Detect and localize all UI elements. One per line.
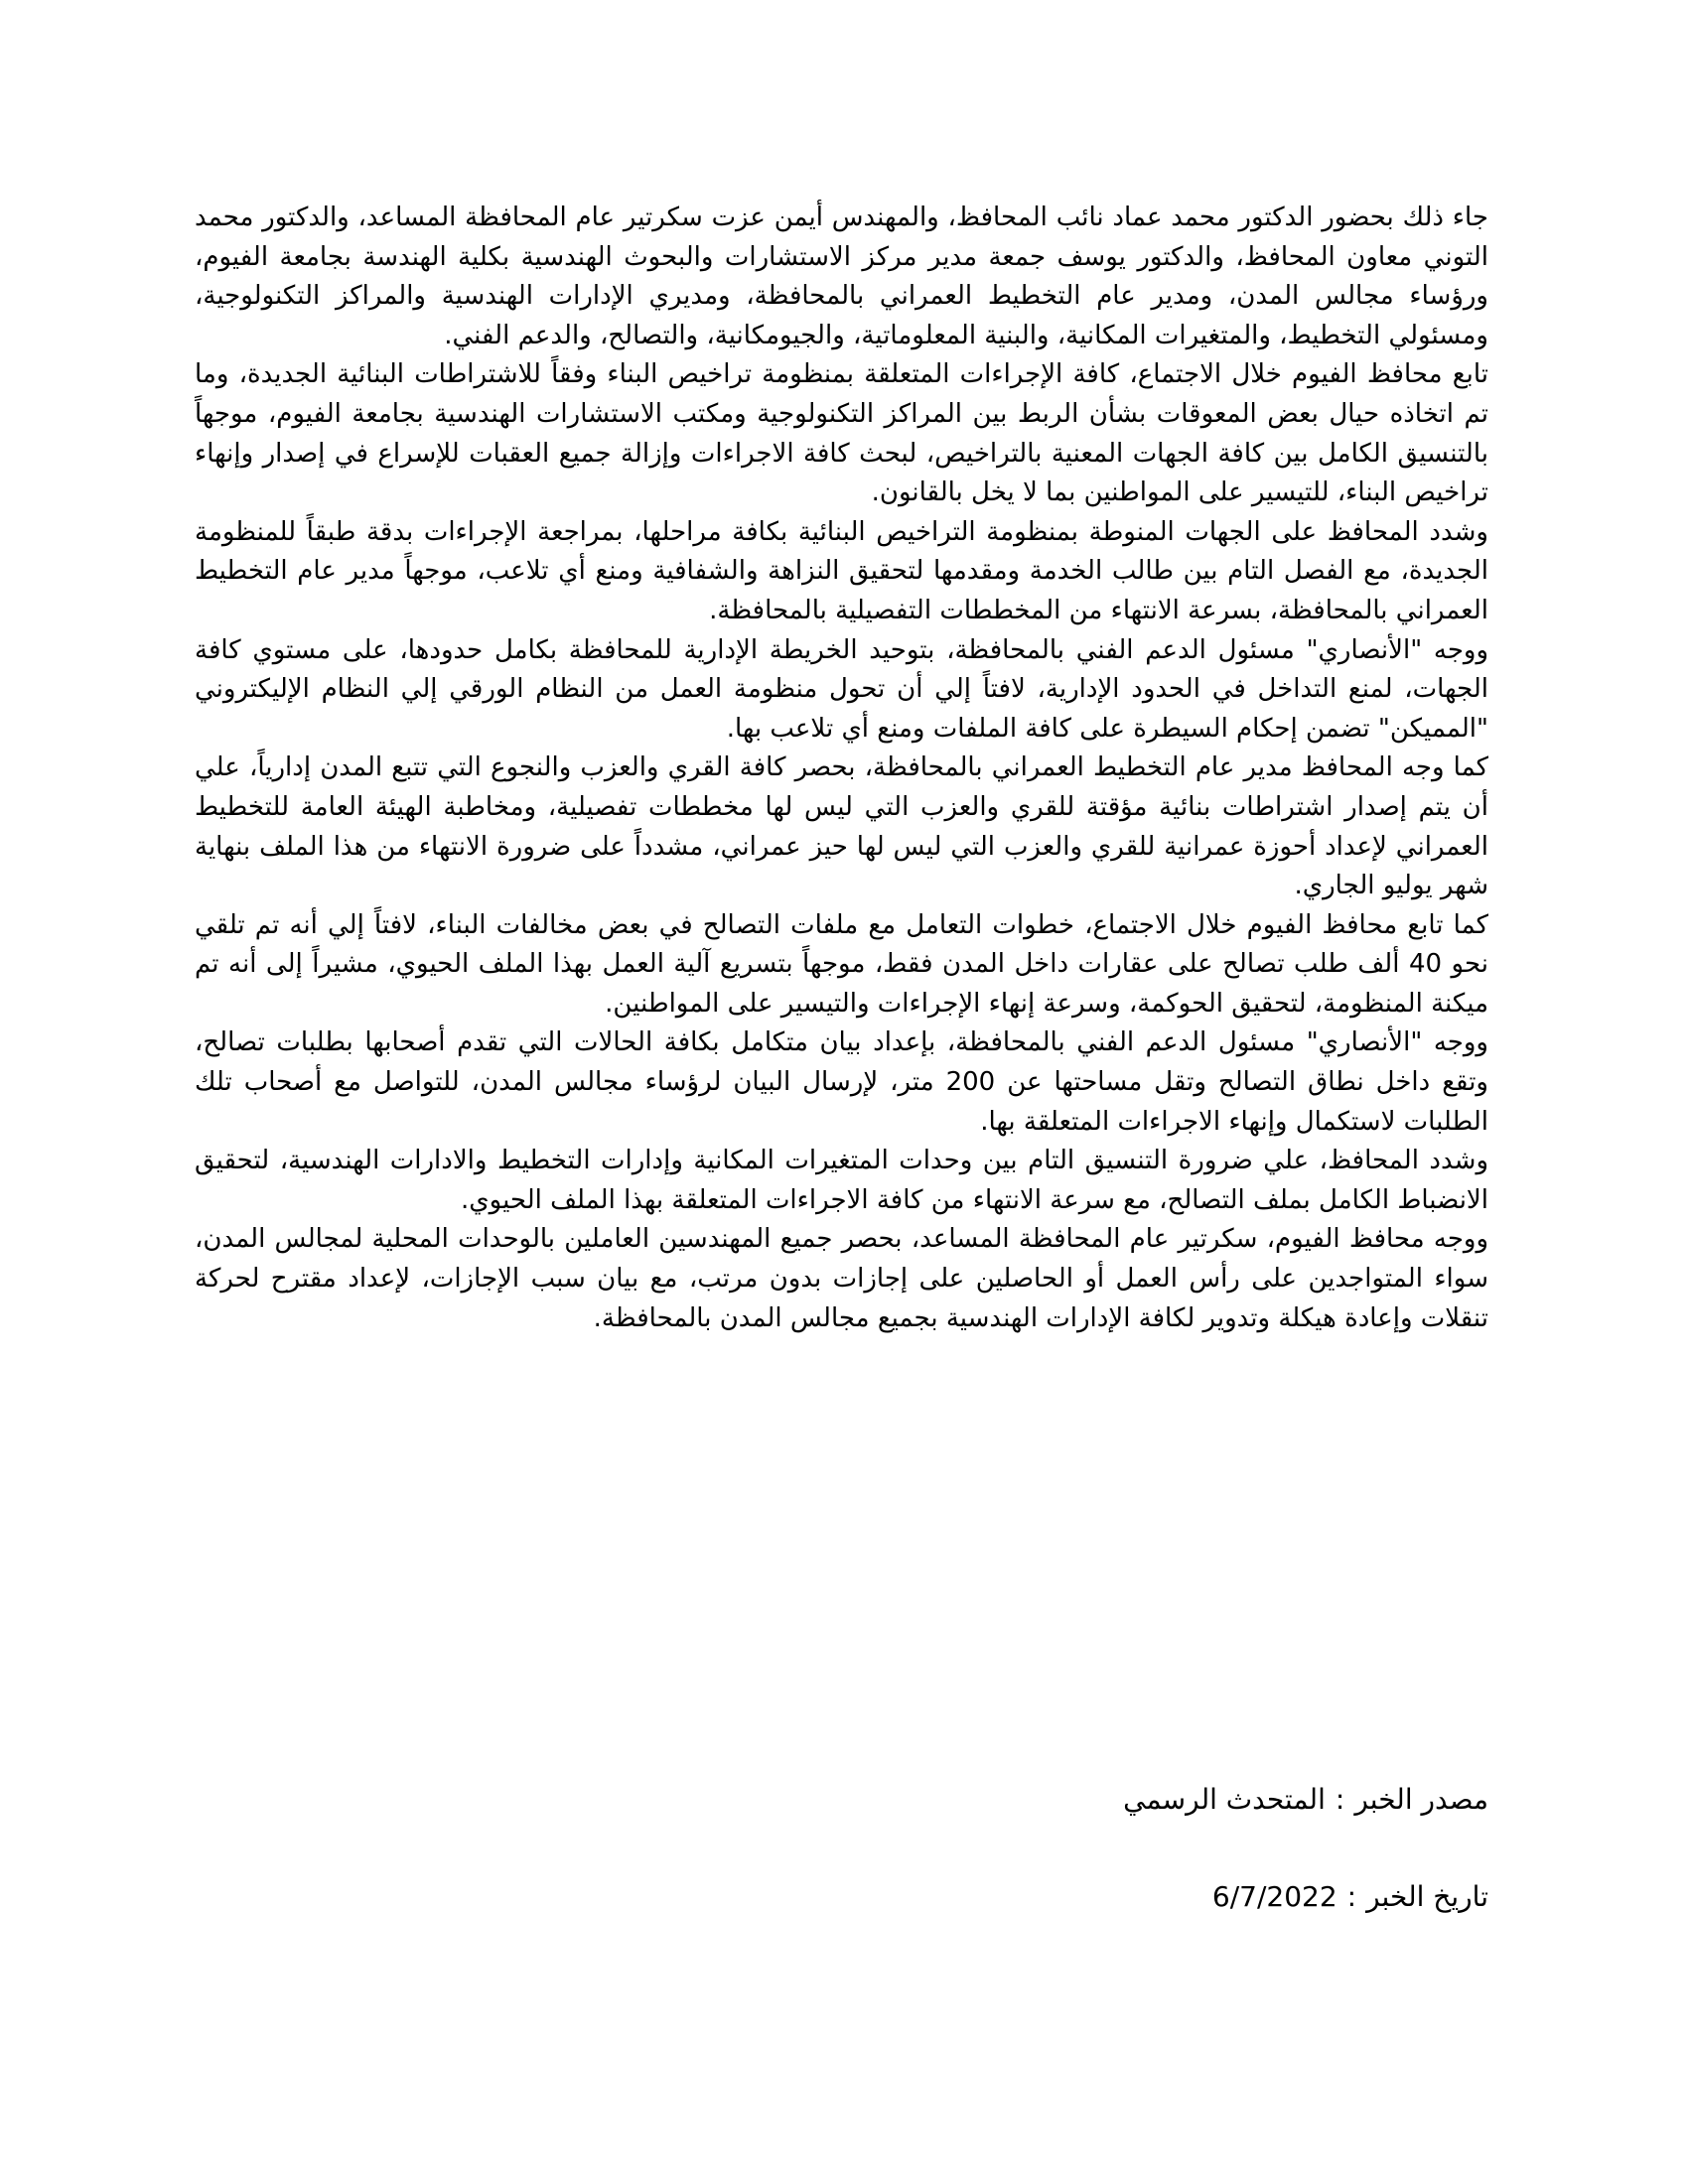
news-source-separator: : <box>1335 1783 1345 1816</box>
news-date-label: تاريخ الخبر <box>1366 1880 1488 1913</box>
paragraph-coordination: وشدد المحافظ، علي ضرورة التنسيق التام بين وحدات المتغيرات المكانية وإدارات التخطيط والادارات الهندسية، لتحقيق الانضباط الكامل بملف التصالح، مع سرعة الانتهاء من كافة الاجراءات المتعلقة بهذا الملف الحيوي. <box>195 1146 1488 1215</box>
paragraph-reconciliation-statement: ووجه "الأنصاري" مسئول الدعم الفني بالمحافظة، بإعداد بيان متكامل بكافة الحالات التي تقدم أصحابها بطلبات تصالح، وتقع داخل نطاق التصالح وتقل مساحتها عن 200 متر، لإرسال البيان لرؤساء مجالس المدن، للتواصل مع أصحاب تلك الطلبات لاستكمال وإنهاء الاجراءات المتعلقة بها. <box>195 1027 1488 1137</box>
paragraph-reconciliation-requests: كما تابع محافظ الفيوم خلال الاجتماع، خطوات التعامل مع ملفات التصالح في بعض مخالفات البناء، لافتاً إلي أنه تم تلقي نحو 40 ألف طلب تصالح على عقارات داخل المدن فقط، موجهاً بتسريع آلية العمل بهذا الملف الحيوي، مشيراً إلى أنه تم ميكنة المنظومة، لتحقيق الحوكمة، وسرعة إنهاء الإجراءات والتيسير على المواطنين. <box>195 909 1488 1019</box>
article-body <box>195 199 1488 1338</box>
news-date-separator: : <box>1346 1880 1357 1913</box>
news-source-value: المتحدث الرسمي <box>1123 1783 1326 1816</box>
news-source-label: مصدر الخبر <box>1354 1783 1488 1816</box>
paragraph-attendees: جاء ذلك بحضور الدكتور محمد عماد نائب المحافظ، والمهندس أيمن عزت سكرتير عام المحافظة المساعد، والدكتور محمد التوني معاون المحافظ، والدكتور يوسف جمعة مدير مركز الاستشارات والبحوث الهندسية بكلية الهندسة بجامعة الفيوم، ورؤساء مجالس المدن، ومدير عام التخطيط العمراني بالمحافظة، ومديري الإدارات الهندسية والمراكز التكنولوجية، ومسئولي التخطيط، والمتغيرات المكانية، والبنية المعلوماتية، والجيومكانية، والتصالح، والدعم الفني. <box>195 203 1488 350</box>
news-date-value: 6/7/2022 <box>1211 1880 1337 1913</box>
paragraph-engineers-survey: ووجه محافظ الفيوم، سكرتير عام المحافظة المساعد، بحصر جميع المهندسين العاملين بالوحدات المحلية لمجالس المدن، سواء المتواجدين على رأس العمل أو الحاصلين على إجازات بدون مرتب، مع بيان سبب الإجازات، لإعداد مقترح لحركة تنقلات وإعادة هيكلة وتدوير لكافة الإدارات الهندسية بجميع مجالس المدن بالمحافظة. <box>195 1224 1488 1333</box>
news-date-line <box>1212 1879 1488 1915</box>
paragraph-permit-review: وشدد المحافظ على الجهات المنوطة بمنظومة التراخيص البنائية بكافة مراحلها، بمراجعة الإجراءات بدقة طبقاً للمنظومة الجديدة، مع الفصل التام بين طالب الخدمة ومقدمها لتحقيق النزاهة والشفافية ومنع أي تلاعب، موجهاً مدير عام التخطيط العمراني بالمحافظة، بسرعة الانتهاء من المخططات التفصيلية بالمحافظة. <box>195 516 1488 625</box>
paragraph-building-permits: تابع محافظ الفيوم خلال الاجتماع، كافة الإجراءات المتعلقة بمنظومة تراخيص البناء وفقاً للاشتراطات البنائية الجديدة، وما تم اتخاذه حيال بعض المعوقات بشأن الربط بين المراكز التكنولوجية ومكتب الاستشارات الهندسية بجامعة الفيوم، موجهاً بالتنسيق الكامل بين كافة الجهات المعنية بالتراخيص، لبحث كافة الاجراءات وإزالة جميع العقبات للإسراع في إصدار وإنهاء تراخيص البناء، للتيسير على المواطنين بما لا يخل بالقانون. <box>195 359 1488 508</box>
paragraph-villages-survey: كما وجه المحافظ مدير عام التخطيط العمراني بالمحافظة، بحصر كافة القري والعزب والنجوع التي تتبع المدن إدارياً، علي أن يتم إصدار اشتراطات بنائية مؤقتة للقري والعزب التي ليس لها مخططات تفصيلية، ومخاطبة الهيئة العامة للتخطيط العمراني لإعداد أحوزة عمرانية للقري والعزب التي ليس لها حيز عمراني، مشدداً على ضرورة الانتهاء من هذا الملف بنهاية شهر يوليو الجاري. <box>195 752 1488 901</box>
paragraph-administrative-map: ووجه "الأنصاري" مسئول الدعم الفني بالمحافظة، بتوحيد الخريطة الإدارية للمحافظة بكامل حدودها، على مستوي كافة الجهات، لمنع التداخل في الحدود الإدارية، لافتاً إلي أن تحول منظومة العمل من النظام الورقي إلي النظام الإليكتروني "المميكن" تضمن إحكام السيطرة على كافة الملفات ومنع أي تلاعب بها. <box>195 634 1488 744</box>
news-source-line <box>1123 1782 1488 1818</box>
